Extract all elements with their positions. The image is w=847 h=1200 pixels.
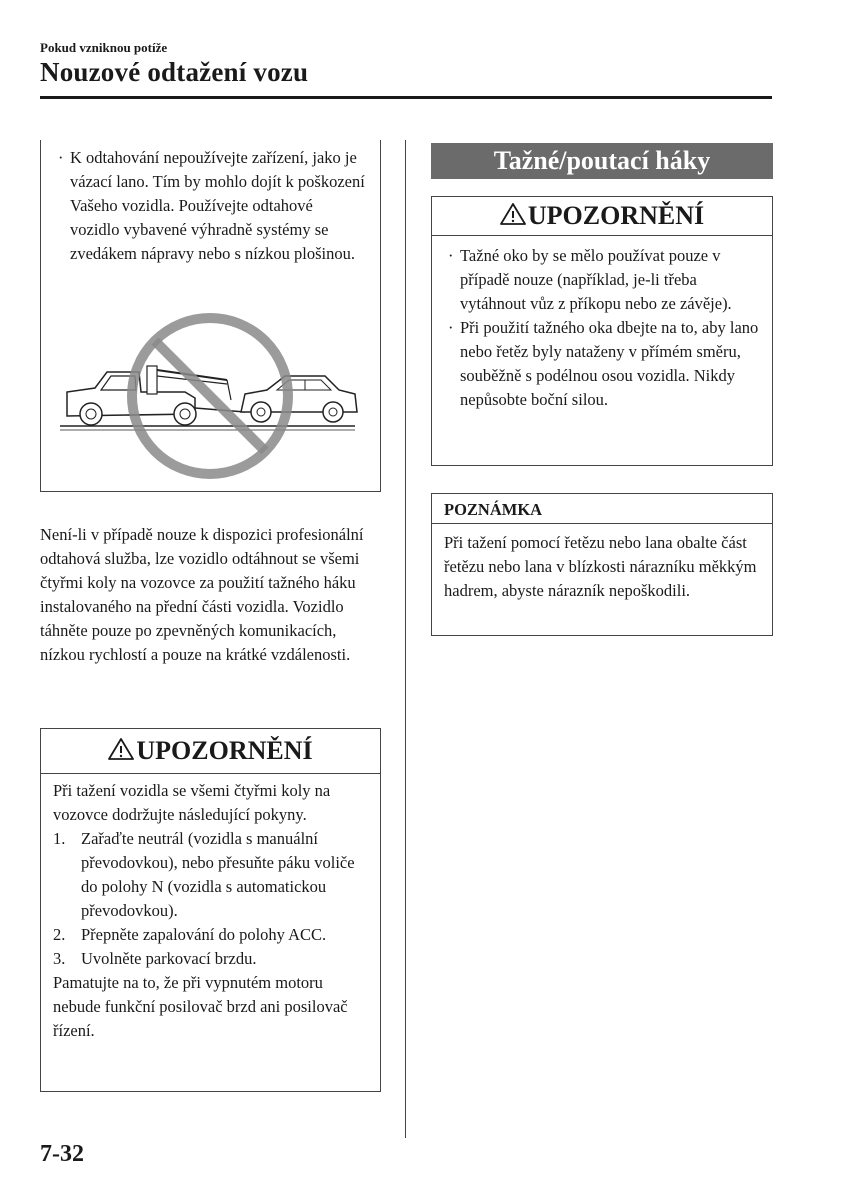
warning-title-text: UPOZORNĚNÍ [527,201,705,230]
warning-title-text: UPOZORNĚNÍ [136,736,313,765]
note-text: Při tažení pomocí řetězu nebo lana obalte část řetězu nebo lana v blízkosti nárazníku měkkým hadrem, abyste nárazník nepoškodili. [444,533,757,600]
column-divider [405,140,406,1138]
section-header: Tažné/poutací háky [431,143,773,179]
page-number: 7-32 [40,1141,84,1167]
step-text: Přepněte zapalování do polohy ACC. [81,925,327,944]
step-number: 3. [53,949,66,968]
list-item: · K odtahování nepoužívejte zařízení, jako je vázací lano. Tím by mohlo dojít k poškození Vašeho vozidla. Používejte odtahové vozidlo vybavené výhradně systémy se zvedákem nápravy nebo s nízkou plošinou. [56,146,366,266]
note-box [431,493,773,636]
warning-items [432,236,772,412]
prohibited-tow-truck-icon [55,308,365,488]
illustration-caption-list [56,146,366,266]
towing-intro-paragraph: Není-li v případě nouze k dispozici profesionální odtahová služba, lze vozidlo odtáhnout se všemi čtyřmi koly na vozovce za použití tažného háku instalovaného na přední části vozidla. Vozidlo táhněte pouze po zpevněných komunikacích, nízkou rychlostí a pouze na krátké vzdálenosti. [40,525,364,664]
list-item [53,923,370,947]
warning-intro: Při tažení vozidla se všemi čtyřmi koly na vozovce dodržujte následující pokyny. [53,781,331,824]
step-text: Uvolněte parkovací brzdu. [81,949,257,968]
list-item [53,827,370,923]
list-item [53,947,370,971]
note-title: POZNÁMKA [432,494,772,524]
warning-title [41,729,380,774]
page-title: Nouzové odtažení vozu [40,57,309,87]
step-number: 1. [53,829,66,848]
warning-steps [53,827,370,971]
warning-outro: Pamatujte na to, že při vypnutém motoru nebude funkční posilovač brzd ani posilovač řízení. [53,973,348,1040]
list-item: · Při použití tažného oka dbejte na to, aby lano nebo řetěz byly nataženy v přímém směru, souběžně s podélnou osou vozidla. Nikdy nepůsobte boční silou. [446,316,762,412]
warning-triangle-icon [108,737,134,761]
warning-box-right [431,196,773,466]
warning-body [41,774,380,1043]
header-rule [40,96,772,99]
warning-title [432,197,772,236]
step-text: Zařaďte neutrál (vozidla s manuální převodovkou), nebo přesuňte páku voliče do polohy N (vozidla s automatickou převodovkou). [81,829,355,920]
step-number: 2. [53,925,66,944]
warning-box-left [40,728,381,1092]
warning-triangle-icon [500,202,526,226]
list-item: · Tažné oko by se mělo používat pouze v případě nouze (například, je-li třeba vytáhnout vůz z příkopu nebo ze závěje). [446,244,762,316]
breadcrumb: Pokud vzniknou potíže [40,40,168,55]
